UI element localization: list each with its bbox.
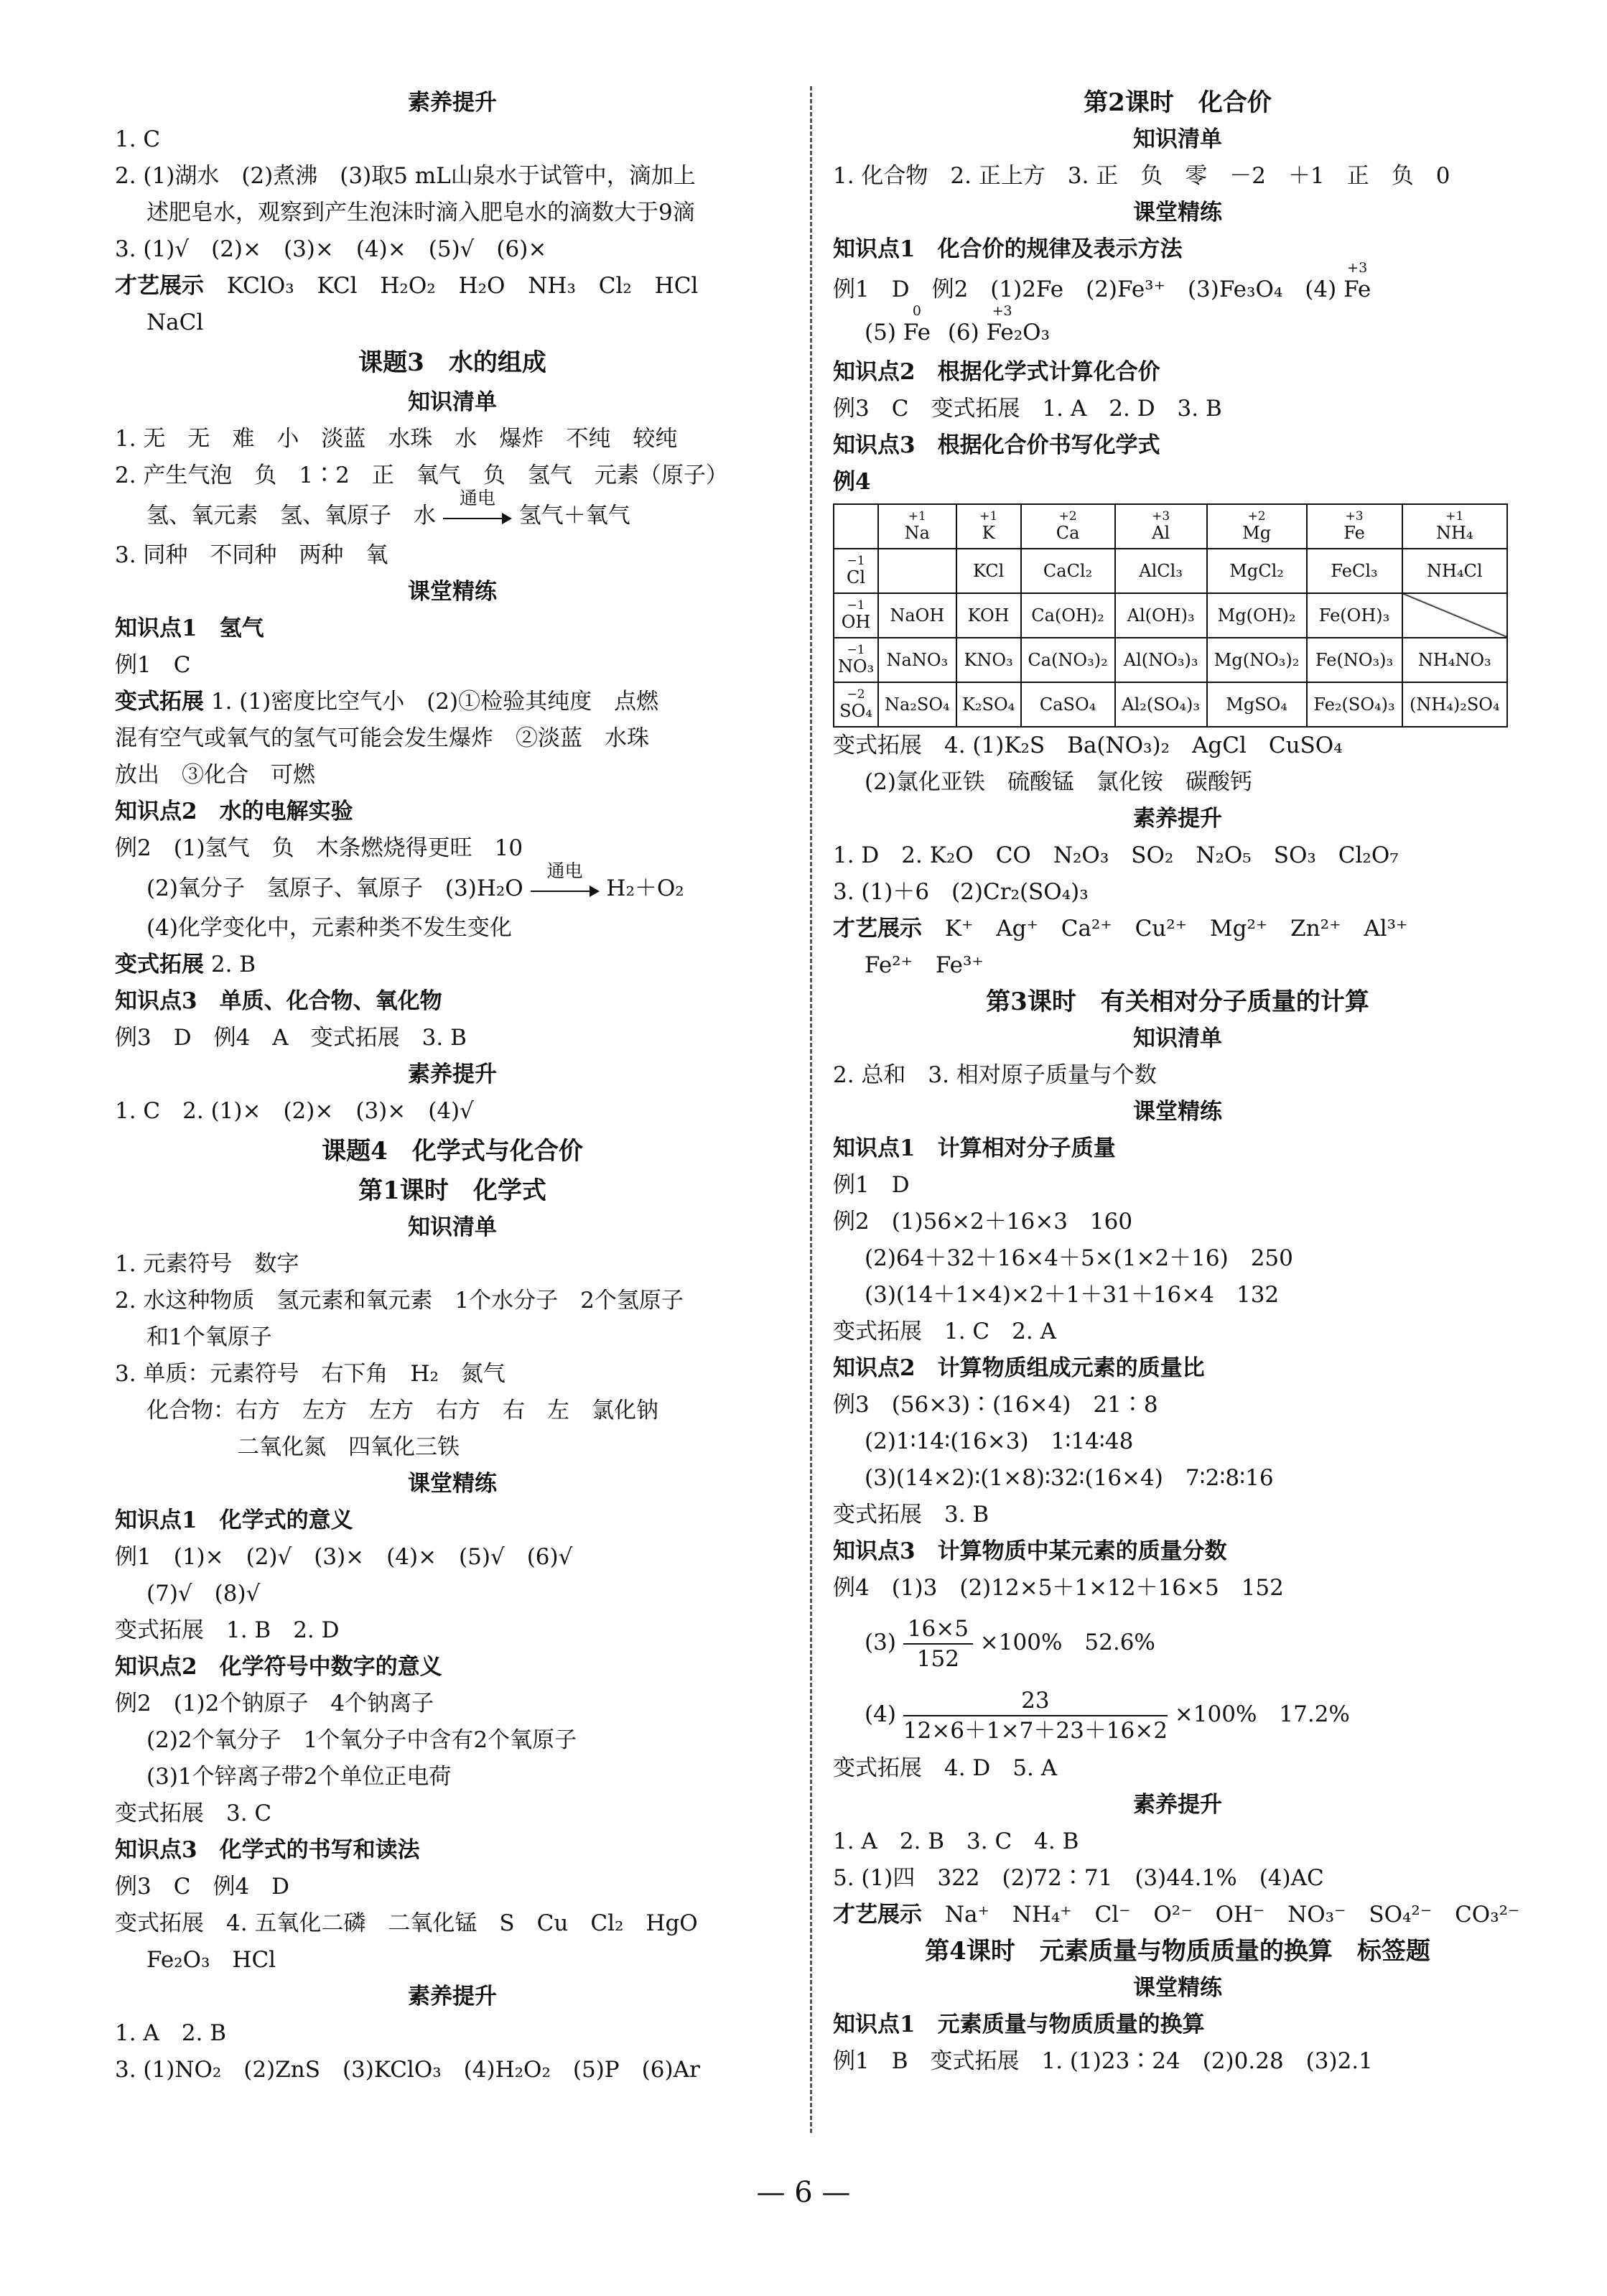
table-header-row bbox=[834, 504, 1507, 549]
section-heading: 课堂精练 bbox=[1133, 1975, 1222, 2001]
valence-table bbox=[833, 503, 1508, 728]
talent-show-line bbox=[833, 911, 1522, 947]
chapter-title: 课题4 化学式与化合价 bbox=[322, 1137, 583, 1166]
valence-mark: −1 bbox=[847, 554, 865, 568]
cation-header bbox=[956, 504, 1021, 549]
knowledge-point: 知识点3 计算物质中某元素的质量分数 bbox=[833, 1538, 1227, 1564]
answer-line: (2)氯化亚铁 硫酸锰 氯化铵 碳酸钙 bbox=[865, 769, 1252, 795]
table-cell: CaCl₂ bbox=[1021, 549, 1115, 593]
talent-label: 才艺展示 bbox=[833, 1902, 922, 1928]
formula: HCl bbox=[654, 273, 699, 299]
knowledge-point: 知识点1 化合价的规律及表示方法 bbox=[833, 236, 1183, 262]
knowledge-point: 知识点1 元素质量与物质质量的换算 bbox=[833, 2012, 1205, 2037]
ion: K⁺ bbox=[944, 916, 974, 942]
section-heading: 课堂精练 bbox=[408, 579, 497, 605]
ion-symbol: Mg bbox=[1242, 523, 1272, 543]
valence-formula bbox=[903, 303, 931, 354]
cation-header bbox=[1021, 504, 1115, 549]
fraction-result: ×100% 17.2% bbox=[1174, 1701, 1350, 1727]
fraction-result: ×100% 52.6% bbox=[979, 1630, 1155, 1655]
ion: Ag⁺ bbox=[996, 916, 1038, 942]
answer-line: 2. 水这种物质 氢元素和氧元素 1个水分子 2个氢原子 bbox=[115, 1288, 684, 1314]
table-cell: NaNO₃ bbox=[878, 638, 956, 682]
valence-mark: +1 bbox=[908, 509, 926, 524]
table-cell: Fe(NO₃)₃ bbox=[1307, 638, 1402, 682]
table-cell: NaOH bbox=[878, 593, 956, 638]
table-cell: CaSO₄ bbox=[1021, 682, 1115, 727]
valence-mark: +2 bbox=[1058, 509, 1077, 524]
answer-line: 化合物：右方 左方 左方 右方 右 左 氯化钠 bbox=[146, 1398, 658, 1423]
section-heading: 素养提升 bbox=[1133, 806, 1222, 832]
table-row bbox=[834, 638, 1507, 682]
reaction-text: 氢、氧元素 氢、氧原子 水 bbox=[146, 503, 436, 529]
arrow-condition: 通电 bbox=[546, 860, 583, 881]
anion-header bbox=[834, 549, 878, 593]
reaction-text: (2)氧分子 氢原子、氧原子 (3)H₂O bbox=[146, 875, 523, 901]
table-cell: Fe(OH)₃ bbox=[1307, 593, 1402, 638]
reaction-arrow bbox=[443, 487, 512, 528]
ion: OH⁻ bbox=[1215, 1902, 1265, 1928]
answer-line: 1. C bbox=[115, 126, 161, 152]
valence-formula bbox=[986, 303, 1051, 354]
chapter-title: 课题3 水的组成 bbox=[358, 348, 546, 377]
anion-header bbox=[834, 638, 878, 682]
valence-mark: +3 bbox=[1347, 260, 1368, 276]
talent-show-line bbox=[115, 268, 790, 305]
section-heading: 知识清单 bbox=[408, 1214, 497, 1240]
table-cell: AlCl₃ bbox=[1115, 549, 1207, 593]
knowledge-point: 知识点2 化学符号中数字的意义 bbox=[115, 1654, 442, 1680]
variant-text: 1. (1)密度比空气小 (2)①检验其纯度 点燃 bbox=[210, 689, 659, 715]
ion: CO₃²⁻ bbox=[1455, 1902, 1520, 1928]
example-line: 例4 (1)3 (2)12×5＋1×12＋16×5 152 bbox=[833, 1575, 1284, 1601]
table-cell bbox=[878, 549, 956, 593]
ion: Cu²⁺ bbox=[1135, 916, 1188, 942]
example-line: 例1 C bbox=[115, 652, 191, 678]
answer-line: 1. A 2. B bbox=[115, 2020, 227, 2046]
example-text: (5) bbox=[865, 320, 896, 345]
valence-mark: +3 bbox=[1345, 509, 1364, 524]
knowledge-point: 知识点1 化学式的意义 bbox=[115, 1507, 353, 1533]
example-text: 例1 D 例2 (1)2Fe (2)Fe³⁺ (3)Fe₃O₄ (4) bbox=[833, 276, 1337, 302]
talent-show-line bbox=[833, 1897, 1522, 1933]
numerator: 16×5 bbox=[903, 1614, 973, 1645]
answer-line: 2. 总和 3. 相对原子质量与个数 bbox=[833, 1062, 1157, 1088]
answer-line: (2)1∶14∶(16×3) 1∶14∶48 bbox=[865, 1428, 1134, 1454]
reaction-arrow bbox=[531, 860, 600, 901]
ion: Fe³⁺ bbox=[935, 952, 984, 978]
formula: H₂O bbox=[458, 273, 506, 299]
fraction-prefix: (4) bbox=[865, 1701, 896, 1727]
answer-line: (3)1个锌离子带2个单位正电荷 bbox=[146, 1764, 452, 1790]
example-text: (6) bbox=[947, 320, 979, 345]
right-column bbox=[833, 85, 1522, 2080]
variant-line: 变式拓展 4. 五氧化二磷 二氧化锰 S Cu Cl₂ HgO bbox=[115, 1910, 698, 1936]
section-heading: 素养提升 bbox=[1133, 1792, 1222, 1818]
answer-line: 1. 化合物 2. 正上方 3. 正 负 零 －2 ＋1 正 负 0 bbox=[833, 163, 1450, 189]
section-heading: 课堂精练 bbox=[1133, 200, 1222, 226]
table-cell: NH₄NO₃ bbox=[1402, 638, 1507, 682]
table-cell: Al(NO₃)₃ bbox=[1115, 638, 1207, 682]
example-line: 例1 (1)× (2)√ (3)× (4)× (5)√ (6)√ bbox=[115, 1544, 573, 1570]
answer-line: 1. A 2. B 3. C 4. B bbox=[833, 1828, 1079, 1854]
example-line: 例3 C 变式拓展 1. A 2. D 3. B bbox=[833, 396, 1222, 422]
fraction-prefix: (3) bbox=[865, 1630, 896, 1655]
ion-symbol: Ca bbox=[1056, 523, 1080, 543]
table-cell: Mg(OH)₂ bbox=[1207, 593, 1307, 638]
formula: H₂O₂ bbox=[380, 273, 436, 299]
ion-symbol: NH₄ bbox=[1435, 523, 1473, 543]
table-cell: Fe₂(SO₄)₃ bbox=[1307, 682, 1402, 727]
answer-line: 述肥皂水，观察到产生泡沫时滴入肥皂水的滴数大于9滴 bbox=[146, 200, 695, 226]
ion-symbol: Na bbox=[904, 523, 930, 543]
ion-symbol: Al bbox=[1152, 523, 1170, 543]
table-cell: Ca(OH)₂ bbox=[1021, 593, 1115, 638]
ion-symbol: K bbox=[982, 523, 995, 543]
answer-line: 和1个氧原子 bbox=[146, 1324, 272, 1350]
answer-line: 二氧化氮 四氧化三铁 bbox=[237, 1434, 460, 1460]
answer-line: Fe₂O₃ HCl bbox=[146, 1947, 276, 1973]
section-heading: 知识清单 bbox=[1133, 1026, 1222, 1051]
ion: NH₄⁺ bbox=[1012, 1902, 1072, 1928]
answer-line: 2. 产生气泡 负 1∶2 正 氧气 负 氢气 元素（原子） bbox=[115, 463, 728, 488]
answer-line: 3. 单质：元素符号 右下角 H₂ 氮气 bbox=[115, 1361, 506, 1387]
ion-symbol: Fe bbox=[1343, 523, 1365, 543]
example-line: 例2 (1)2个钠原子 4个钠离子 bbox=[115, 1691, 434, 1716]
answer-line: 混有空气或氧气的氢气可能会发生爆炸 ②淡蓝 水珠 bbox=[115, 725, 649, 751]
cation-header bbox=[1402, 504, 1507, 549]
table-cell: Mg(NO₃)₂ bbox=[1207, 638, 1307, 682]
fraction bbox=[903, 1686, 1168, 1745]
valence-mark: +2 bbox=[1247, 509, 1266, 524]
knowledge-point: 知识点1 氢气 bbox=[115, 615, 264, 641]
section-heading: 素养提升 bbox=[408, 1984, 497, 2009]
table-cell: FeCl₃ bbox=[1307, 549, 1402, 593]
variant-line: 变式拓展 1. B 2. D bbox=[115, 1617, 340, 1643]
variant-line: 变式拓展 3. B bbox=[833, 1502, 989, 1528]
ion-symbol: OH bbox=[841, 612, 871, 632]
variant-line: 变式拓展 4. (1)K₂S Ba(NO₃)₂ AgCl CuSO₄ bbox=[833, 733, 1343, 758]
knowledge-point: 知识点2 水的电解实验 bbox=[115, 799, 353, 824]
formula: Fe bbox=[1343, 276, 1371, 302]
page-number: — 6 — bbox=[756, 2176, 851, 2209]
column-divider bbox=[810, 86, 812, 2133]
table-cell: Al(OH)₃ bbox=[1115, 593, 1207, 638]
anion-header bbox=[834, 682, 878, 727]
ion: Fe²⁺ bbox=[865, 952, 913, 978]
table-cell: KNO₃ bbox=[956, 638, 1021, 682]
ion: NO₃⁻ bbox=[1287, 1902, 1346, 1928]
ion: SO₄²⁻ bbox=[1369, 1902, 1433, 1928]
section-heading: 素养提升 bbox=[408, 1061, 497, 1087]
cation-header bbox=[1307, 504, 1402, 549]
formula: Cl₂ bbox=[598, 273, 632, 299]
section-heading: 知识清单 bbox=[1133, 126, 1222, 152]
lesson-title: 第4课时 元素质量与物质质量的换算 标签题 bbox=[925, 1937, 1430, 1966]
ion: O²⁻ bbox=[1153, 1902, 1193, 1928]
example-line: 例3 (56×3)∶(16×4) 21∶8 bbox=[833, 1392, 1158, 1418]
table-corner bbox=[834, 504, 878, 549]
valence-mark: +1 bbox=[1445, 509, 1464, 524]
variant-line: 变式拓展 1. C 2. A bbox=[833, 1319, 1056, 1344]
valence-mark: −2 bbox=[847, 687, 865, 702]
formula: KCl bbox=[317, 273, 358, 299]
variant-label: 变式拓展 bbox=[115, 689, 204, 715]
fraction bbox=[903, 1614, 973, 1673]
lesson-title: 第3课时 有关相对分子质量的计算 bbox=[986, 987, 1369, 1016]
reaction-products: H₂＋O₂ bbox=[606, 875, 684, 901]
variant-text: 2. B bbox=[210, 952, 256, 977]
anion-header bbox=[834, 593, 878, 638]
answer-line: 3. (1)＋6 (2)Cr₂(SO₄)₃ bbox=[833, 879, 1089, 905]
table-cell: MgSO₄ bbox=[1207, 682, 1307, 727]
valence-mark: +1 bbox=[979, 509, 998, 524]
ion: Zn²⁺ bbox=[1290, 916, 1341, 942]
denominator: 152 bbox=[916, 1645, 959, 1672]
ion-symbol: Cl bbox=[846, 567, 866, 587]
knowledge-point: 知识点2 根据化学式计算化合价 bbox=[833, 359, 1160, 385]
section-heading: 课堂精练 bbox=[408, 1471, 497, 1497]
cation-header bbox=[878, 504, 956, 549]
ion: Al³⁺ bbox=[1364, 916, 1408, 942]
valence-mark: −1 bbox=[847, 643, 865, 657]
table-cell: Ca(NO₃)₂ bbox=[1021, 638, 1115, 682]
answer-line: 1. C 2. (1)× (2)× (3)× (4)√ bbox=[115, 1098, 474, 1124]
formula: KClO₃ bbox=[226, 273, 294, 299]
talent-show-line bbox=[833, 947, 1522, 984]
example-line bbox=[833, 303, 1522, 354]
answer-line: (2)64＋32＋16×4＋5×(1×2＋16) 250 bbox=[865, 1245, 1293, 1271]
section-heading: 知识清单 bbox=[408, 389, 497, 415]
numerator: 23 bbox=[903, 1686, 1168, 1716]
knowledge-point: 知识点3 根据化合价书写化学式 bbox=[833, 432, 1160, 458]
answer-line: (2)2个氧分子 1个氧分子中含有2个氧原子 bbox=[146, 1727, 577, 1753]
answer-line: (4)化学变化中，元素种类不发生变化 bbox=[146, 915, 512, 941]
variant-line bbox=[115, 947, 790, 983]
answer-line: 放出 ③化合 可燃 bbox=[115, 762, 315, 788]
fraction-line bbox=[833, 1678, 1522, 1750]
table-cell-slashed bbox=[1402, 593, 1507, 638]
table-cell: K₂SO₄ bbox=[956, 682, 1021, 727]
ion: Na⁺ bbox=[944, 1902, 989, 1928]
knowledge-point: 知识点3 化学式的书写和读法 bbox=[115, 1837, 420, 1863]
talent-label: 才艺展示 bbox=[833, 916, 922, 942]
example-line: 例2 (1)氢气 负 木条燃烧得更旺 10 bbox=[115, 835, 523, 861]
table-row bbox=[834, 682, 1507, 727]
answer-line: 1. D 2. K₂O CO N₂O₃ SO₂ N₂O₅ SO₃ Cl₂O₇ bbox=[833, 842, 1399, 868]
answer-line: (3)(14×2)∶(1×8)∶32∶(16×4) 7∶2∶8∶16 bbox=[865, 1465, 1274, 1491]
formula: NaCl bbox=[146, 310, 204, 335]
knowledge-point: 知识点2 计算物质组成元素的质量比 bbox=[833, 1355, 1205, 1381]
example-line: 例1 B 变式拓展 1. (1)23∶24 (2)0.28 (3)2.1 bbox=[833, 2048, 1373, 2074]
section-heading: 课堂精练 bbox=[1133, 1099, 1222, 1125]
denominator: 12×6＋1×7＋23＋16×2 bbox=[903, 1717, 1168, 1744]
valence-mark: −1 bbox=[847, 598, 865, 613]
variant-line bbox=[115, 684, 790, 720]
valence-mark: +3 bbox=[992, 303, 1012, 319]
table-row bbox=[834, 549, 1507, 593]
valence-mark: 0 bbox=[912, 303, 921, 319]
answer-line: 5. (1)四 322 (2)72∶71 (3)44.1% (4)AC bbox=[833, 1865, 1324, 1891]
cation-header bbox=[1115, 504, 1207, 549]
formula: Fe bbox=[903, 320, 931, 345]
table-cell: NH₄Cl bbox=[1402, 549, 1507, 593]
example-line: 例2 (1)56×2＋16×3 160 bbox=[833, 1209, 1133, 1235]
ion: Cl⁻ bbox=[1094, 1902, 1131, 1928]
variant-line: 变式拓展 3. C bbox=[115, 1800, 272, 1826]
table-row bbox=[834, 593, 1507, 638]
ion-symbol: SO₄ bbox=[839, 701, 872, 721]
lesson-title: 第1课时 化学式 bbox=[358, 1176, 546, 1205]
answer-line: 2. (1)湖水 (2)煮沸 (3)取5 mL山泉水于试管中，滴加上 bbox=[115, 163, 696, 189]
ion: Ca²⁺ bbox=[1061, 916, 1112, 942]
variant-line: 变式拓展 4. D 5. A bbox=[833, 1755, 1058, 1781]
example-line bbox=[833, 260, 1522, 311]
reaction-line bbox=[115, 487, 790, 537]
ion-symbol: NO₃ bbox=[837, 656, 875, 677]
table-cell: MgCl₂ bbox=[1207, 549, 1307, 593]
ion: Mg²⁺ bbox=[1209, 916, 1268, 942]
section-heading: 素养提升 bbox=[408, 90, 497, 116]
fraction-line bbox=[833, 1607, 1522, 1678]
talent-label: 才艺展示 bbox=[115, 273, 204, 299]
example-line: 例1 D bbox=[833, 1172, 910, 1198]
example-line: 例4 bbox=[833, 469, 871, 495]
valence-formula bbox=[1343, 260, 1371, 311]
valence-mark: +3 bbox=[1152, 509, 1170, 524]
variant-label: 变式拓展 bbox=[115, 952, 204, 977]
knowledge-point: 知识点1 计算相对分子质量 bbox=[833, 1135, 1116, 1161]
left-column bbox=[115, 85, 790, 2088]
answer-line: 3. (1)√ (2)× (3)× (4)× (5)√ (6)× bbox=[115, 236, 547, 262]
answer-line: (3)(14＋1×4)×2＋1＋31＋16×4 132 bbox=[865, 1282, 1280, 1308]
cation-header bbox=[1207, 504, 1307, 549]
knowledge-point: 知识点3 单质、化合物、氧化物 bbox=[115, 988, 442, 1014]
table-cell: Na₂SO₄ bbox=[878, 682, 956, 727]
example-line: 例3 C 例4 D bbox=[115, 1874, 290, 1900]
answer-line: 1. 元素符号 数字 bbox=[115, 1251, 299, 1277]
table-cell: KOH bbox=[956, 593, 1021, 638]
formula: Fe₂O₃ bbox=[986, 320, 1051, 345]
arrow-condition: 通电 bbox=[459, 487, 495, 508]
formula: NH₃ bbox=[528, 273, 576, 299]
answer-line: 1. 无 无 难 小 淡蓝 水珠 水 爆炸 不纯 较纯 bbox=[115, 426, 678, 452]
answer-line: (7)√ (8)√ bbox=[146, 1581, 261, 1607]
reaction-products: 氢气＋氧气 bbox=[518, 503, 630, 529]
table-cell: KCl bbox=[956, 549, 1021, 593]
table-cell: (NH₄)₂SO₄ bbox=[1402, 682, 1507, 727]
lesson-title: 第2课时 化合价 bbox=[1084, 88, 1272, 117]
reaction-line bbox=[115, 860, 790, 910]
answer-line: 3. (1)NO₂ (2)ZnS (3)KClO₃ (4)H₂O₂ (5)P (6)Ar bbox=[115, 2057, 700, 2083]
example-line: 例3 D 例4 A 变式拓展 3. B bbox=[115, 1025, 467, 1051]
answer-line: 3. 同种 不同种 两种 氧 bbox=[115, 542, 388, 568]
table-cell: Al₂(SO₄)₃ bbox=[1115, 682, 1207, 727]
